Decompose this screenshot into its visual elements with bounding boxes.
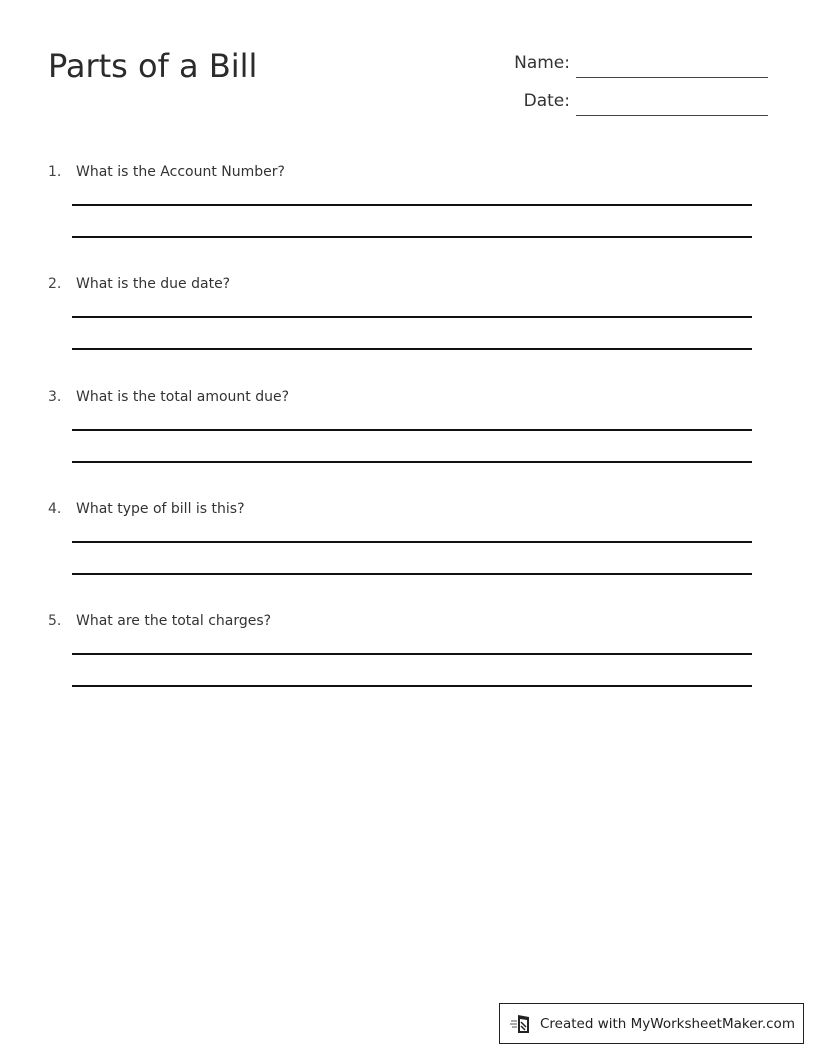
question-text: What are the total charges? [76, 613, 272, 629]
name-field[interactable] [480, 48, 768, 78]
answer-line-1[interactable] [72, 316, 752, 318]
question-text: What is the due date? [76, 276, 231, 292]
question-number: 1. [48, 164, 62, 180]
answer-line-1[interactable] [72, 653, 752, 655]
question-1 [48, 164, 758, 276]
page-title: Parts of a Bill [48, 47, 258, 85]
answer-line-1[interactable] [72, 204, 752, 206]
question-number: 5. [48, 613, 62, 629]
worksheet-maker-logo-icon [510, 1013, 532, 1035]
answer-line-1[interactable] [72, 541, 752, 543]
question-4 [48, 501, 758, 613]
question-5 [48, 613, 758, 725]
date-label: Date: [523, 91, 570, 111]
question-2 [48, 276, 758, 388]
answer-line-2[interactable] [72, 461, 752, 463]
footer-badge[interactable] [499, 1003, 804, 1044]
question-text: What is the total amount due? [76, 389, 290, 405]
name-label: Name: [514, 53, 570, 73]
name-input-line[interactable] [576, 77, 768, 78]
answer-line-2[interactable] [72, 573, 752, 575]
answer-line-2[interactable] [72, 348, 752, 350]
answer-line-1[interactable] [72, 429, 752, 431]
question-number: 3. [48, 389, 62, 405]
answer-line-2[interactable] [72, 236, 752, 238]
answer-line-2[interactable] [72, 685, 752, 687]
date-input-line[interactable] [576, 115, 768, 116]
question-number: 2. [48, 276, 62, 292]
date-field[interactable] [480, 86, 768, 116]
question-3 [48, 389, 758, 501]
question-text: What is the Account Number? [76, 164, 285, 180]
question-text: What type of bill is this? [76, 501, 245, 517]
question-number: 4. [48, 501, 62, 517]
footer-text: Created with MyWorksheetMaker.com [540, 1015, 795, 1032]
